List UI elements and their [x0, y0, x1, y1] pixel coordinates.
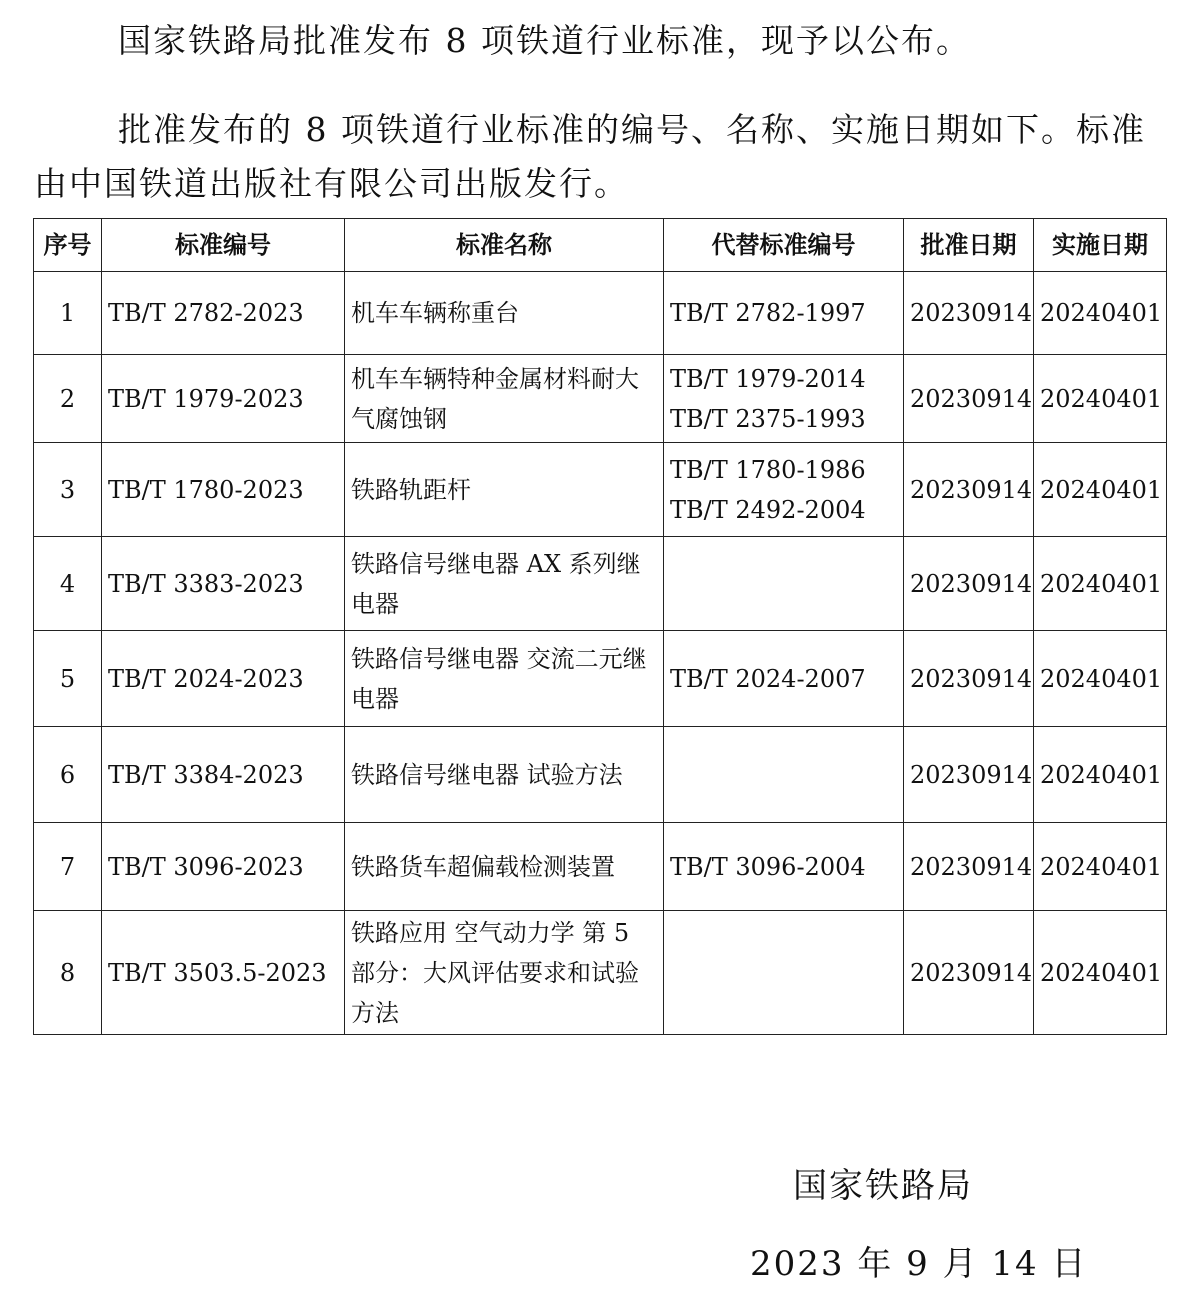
cell-name: 铁路货车超偏载检测装置 [345, 823, 664, 911]
table-row [34, 911, 1167, 1035]
replaced-standard-code: TB/T 2782-1997 [670, 299, 866, 327]
cell-effective-date: 20240401 [1034, 727, 1167, 823]
cell-effective-date: 20240401 [1034, 537, 1167, 631]
signature-date: 2023 年 9 月 14 日 [750, 1244, 1088, 1284]
cell-name: 铁路应用 空气动力学 第 5 部分：大风评估要求和试验方法 [345, 911, 664, 1035]
cell-replaces [664, 631, 904, 727]
cell-code: TB/T 1979-2023 [102, 355, 345, 443]
intro-paragraph-1: 国家铁路局批准发布 8 项铁道行业标准，现予以公布。 [118, 21, 971, 60]
table-row [34, 631, 1167, 727]
cell-no: 7 [34, 823, 102, 911]
cell-no: 4 [34, 537, 102, 631]
cell-no: 5 [34, 631, 102, 727]
cell-no: 3 [34, 443, 102, 537]
cell-no: 1 [34, 272, 102, 355]
cell-code: TB/T 2024-2023 [102, 631, 345, 727]
cell-effective-date: 20240401 [1034, 911, 1167, 1035]
cell-replaces [664, 443, 904, 537]
table-row [34, 537, 1167, 631]
replaced-standard-code: TB/T 2492-2004 [670, 495, 866, 524]
table-row [34, 823, 1167, 911]
cell-replaces [664, 727, 904, 823]
cell-name: 铁路信号继电器 试验方法 [345, 727, 664, 823]
header-name: 标准名称 [345, 219, 664, 272]
cell-replaces [664, 355, 904, 443]
cell-approval-date: 20230914 [904, 631, 1034, 727]
cell-effective-date: 20240401 [1034, 443, 1167, 537]
cell-approval-date: 20230914 [904, 272, 1034, 355]
cell-no: 2 [34, 355, 102, 443]
cell-approval-date: 20230914 [904, 911, 1034, 1035]
cell-effective-date: 20240401 [1034, 355, 1167, 443]
cell-approval-date: 20230914 [904, 727, 1034, 823]
header-effective-date: 实施日期 [1034, 219, 1167, 272]
table-body [34, 272, 1167, 1035]
cell-no: 6 [34, 727, 102, 823]
cell-code: TB/T 1780-2023 [102, 443, 345, 537]
cell-name: 铁路信号继电器 AX 系列继电器 [345, 537, 664, 631]
header-no: 序号 [34, 219, 102, 272]
header-approval-date: 批准日期 [904, 219, 1034, 272]
cell-code: TB/T 3096-2023 [102, 823, 345, 911]
cell-replaces [664, 537, 904, 631]
replaced-standard-code: TB/T 1780-1986 [670, 455, 866, 484]
cell-approval-date: 20230914 [904, 355, 1034, 443]
cell-name: 机车车辆特种金属材料耐大气腐蚀钢 [345, 355, 664, 443]
table-row [34, 443, 1167, 537]
replaced-standard-code: TB/T 3096-2004 [670, 852, 866, 881]
cell-replaces [664, 823, 904, 911]
cell-code: TB/T 3384-2023 [102, 727, 345, 823]
table-row [34, 272, 1167, 355]
cell-effective-date: 20240401 [1034, 631, 1167, 727]
cell-name: 铁路信号继电器 交流二元继电器 [345, 631, 664, 727]
signature-organization: 国家铁路局 [793, 1166, 973, 1206]
cell-replaces [664, 911, 904, 1035]
cell-replaces [664, 272, 904, 355]
table-header-row [34, 219, 1167, 272]
table-row [34, 727, 1167, 823]
intro-paragraph-2: 批准发布的 8 项铁道行业标准的编号、名称、实施日期如下。标准由中国铁道出版社有限公司出版发行。 [34, 110, 1146, 203]
cell-name: 机车车辆称重台 [345, 272, 664, 355]
header-replaces: 代替标准编号 [664, 219, 904, 272]
cell-code: TB/T 3503.5-2023 [102, 911, 345, 1035]
cell-approval-date: 20230914 [904, 823, 1034, 911]
header-code: 标准编号 [102, 219, 345, 272]
cell-name: 铁路轨距杆 [345, 443, 664, 537]
cell-effective-date: 20240401 [1034, 823, 1167, 911]
cell-effective-date: 20240401 [1034, 272, 1167, 355]
cell-code: TB/T 2782-2023 [102, 272, 345, 355]
cell-approval-date: 20230914 [904, 537, 1034, 631]
cell-no: 8 [34, 911, 102, 1035]
cell-approval-date: 20230914 [904, 443, 1034, 537]
table-row [34, 355, 1167, 443]
replaced-standard-code: TB/T 2375-1993 [670, 404, 866, 433]
standards-table [33, 218, 1167, 1035]
replaced-standard-code: TB/T 2024-2007 [670, 664, 866, 693]
replaced-standard-code: TB/T 1979-2014 [670, 364, 866, 393]
cell-code: TB/T 3383-2023 [102, 537, 345, 631]
